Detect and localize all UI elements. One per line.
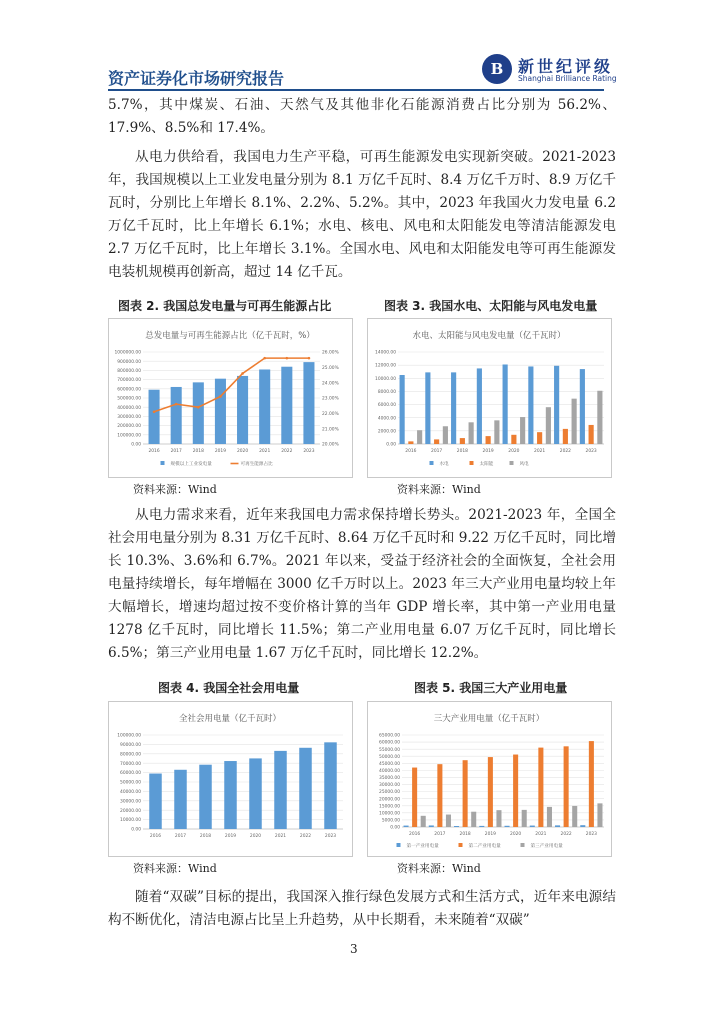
y2-tick-label: 21.00%	[322, 427, 339, 433]
bar-第二产业用电量-2017	[437, 764, 442, 827]
y-tick-label: 10000.00	[379, 811, 400, 817]
x-tick-label: 2021	[535, 832, 547, 837]
bar-规模以上工业发电量-2016	[149, 390, 160, 444]
bar-第二产业用电量-2018	[463, 760, 468, 827]
x-tick-label: 2018	[456, 449, 468, 454]
header-divider	[108, 89, 604, 91]
x-tick-label: 2020	[236, 449, 249, 454]
paragraph-dual-carbon: 随着“双碳”目标的提出，我国深入推行绿色发展方式和生活方式，近年来电源结构不断优化，清洁电源占比呈上升趋势，从中长期看，未来随着“双碳”	[108, 889, 616, 928]
bar-第三产业用电量-2021	[547, 807, 552, 827]
bar-第二产业用电量-2023	[589, 741, 594, 827]
y-tick-label: 300000.00	[117, 415, 141, 420]
bar-水电-2020	[503, 364, 508, 444]
source-figure-5: 资料来源：Wind	[397, 862, 481, 875]
bar-第二产业用电量-2021	[538, 748, 543, 827]
point-可再生能源占比-2016	[153, 411, 156, 414]
bar-全社会用电量-2019	[224, 761, 237, 829]
bar-第三产业用电量-2023	[597, 803, 602, 827]
bar-太阳能-2023	[589, 425, 594, 444]
bar-全社会用电量-2018	[199, 765, 212, 829]
legend-swatch-风电	[510, 461, 514, 465]
bar-规模以上工业发电量-2020	[237, 376, 248, 444]
bar-第三产业用电量-2018	[471, 812, 476, 827]
y-tick-label: 900000.00	[117, 359, 141, 365]
y-tick-label: 90000.00	[120, 743, 141, 748]
point-可再生能源占比-2022	[286, 357, 289, 360]
chart-hydro-solar-wind	[367, 318, 612, 478]
y-tick-label: 70000.00	[120, 761, 141, 767]
y-tick-label: 40000.00	[120, 790, 141, 795]
bar-太阳能-2019	[486, 436, 491, 444]
x-tick-label: 2023	[585, 449, 597, 454]
caption-figure-4: 图表 4. 我国全社会用电量	[158, 681, 300, 695]
x-tick-label: 2020	[508, 449, 520, 454]
x-tick-label: 2022	[560, 832, 572, 837]
bar-规模以上工业发电量-2018	[193, 382, 204, 444]
y2-tick-label: 20.00%	[322, 442, 339, 448]
x-tick-label: 2020	[249, 834, 262, 839]
source-figure-4: 资料来源：Wind	[133, 862, 217, 875]
x-tick-label: 2017	[174, 834, 187, 839]
y2-tick-label: 23.00%	[322, 396, 339, 402]
bar-太阳能-2016	[408, 441, 413, 444]
legend-swatch-第一产业用电量	[397, 843, 401, 847]
x-tick-label: 2016	[148, 449, 160, 454]
bar-风电-2023	[597, 391, 602, 444]
legend-label: 第三产业用电量	[530, 844, 563, 849]
bar-太阳能-2022	[563, 429, 568, 444]
y-tick-label: 55000.00	[379, 747, 400, 753]
x-tick-label: 2019	[214, 449, 227, 454]
chart-title: 全社会用电量（亿千瓦时）	[178, 714, 282, 724]
bar-第三产业用电量-2017	[446, 815, 451, 827]
x-tick-label: 2022	[281, 449, 293, 454]
legend-swatch-太阳能	[470, 461, 474, 465]
point-可再生能源占比-2021	[263, 357, 266, 360]
y-tick-label: 700000.00	[117, 378, 141, 384]
y-tick-label: 65000.00	[379, 733, 400, 739]
x-tick-label: 2018	[199, 834, 212, 839]
bar-水电-2022	[554, 366, 559, 444]
legend-label: 可再生能源占比	[240, 462, 273, 467]
y-tick-label: 50000.00	[379, 754, 400, 760]
x-tick-label: 2021	[274, 834, 287, 839]
bar-全社会用电量-2021	[274, 751, 287, 829]
y-tick-label: 15000.00	[379, 804, 400, 810]
point-可再生能源占比-2020	[241, 372, 244, 375]
logo-english-name: Shanghai Brilliance Rating	[518, 74, 617, 83]
x-tick-label: 2016	[409, 832, 421, 837]
point-可再生能源占比-2018	[197, 406, 200, 409]
bar-太阳能-2021	[537, 432, 542, 444]
chart-title: 水电、太阳能与风电发电量（亿千瓦时）	[412, 331, 566, 341]
chart-title: 三大产业用电量（亿千瓦时）	[433, 714, 545, 724]
y-tick-label: 100000.00	[117, 733, 141, 739]
bar-水电-2017	[425, 372, 430, 444]
legend-label: 风电	[519, 462, 529, 467]
caption-figure-3: 图表 3. 我国水电、太阳能与风电发电量	[384, 299, 598, 313]
bar-第一产业用电量-2018	[454, 826, 459, 827]
y-tick-label: 50000.00	[120, 780, 141, 786]
bar-第一产业用电量-2020	[505, 826, 510, 827]
y2-tick-label: 24.00%	[322, 381, 339, 387]
y-tick-label: 25000.00	[379, 790, 400, 796]
bar-风电-2018	[469, 422, 474, 444]
y-tick-label: 0.00	[386, 442, 396, 448]
y-tick-label: 400000.00	[117, 405, 141, 411]
y-tick-label: 100000.00	[117, 433, 141, 439]
x-tick-label: 2021	[534, 449, 546, 454]
y2-tick-label: 22.00%	[322, 411, 339, 417]
legend-swatch-第三产业用电量	[521, 843, 525, 847]
x-tick-label: 2023	[324, 834, 337, 839]
y-tick-label: 20000.00	[379, 797, 400, 803]
bar-第三产业用电量-2019	[496, 810, 501, 827]
y-tick-label: 200000.00	[117, 424, 141, 430]
legend-label: 水电	[439, 462, 449, 467]
paragraph-energy-mix: 5.7%，其中煤炭、石油、天然气及其他非化石能源消费占比分别为 56.2%、17.9%、8.5%和 17.4%。	[108, 97, 616, 136]
point-可再生能源占比-2017	[175, 403, 178, 406]
legend-label: 第二产业用电量	[468, 844, 501, 849]
bar-全社会用电量-2022	[299, 748, 312, 829]
x-tick-label: 2021	[259, 449, 271, 454]
y-tick-label: 8000.00	[377, 390, 396, 396]
report-title: 资产证券化市场研究报告	[108, 69, 285, 88]
bar-太阳能-2018	[460, 438, 465, 444]
bar-第一产业用电量-2017	[429, 825, 434, 827]
chart-three-industries	[367, 701, 612, 857]
y-tick-label: 5000.00	[381, 818, 400, 824]
y-tick-label: 500000.00	[117, 396, 141, 402]
caption-figure-2: 图表 2. 我国总发电量与可再生能源占比	[118, 299, 332, 313]
bar-全社会用电量-2016	[149, 774, 162, 829]
bar-第三产业用电量-2022	[572, 806, 577, 827]
x-tick-label: 2023	[303, 449, 315, 454]
bar-风电-2021	[546, 407, 551, 444]
y-tick-label: 12000.00	[375, 363, 396, 369]
bar-规模以上工业发电量-2023	[303, 362, 314, 444]
bar-太阳能-2020	[511, 435, 516, 444]
bar-风电-2019	[494, 420, 499, 444]
bar-规模以上工业发电量-2019	[215, 379, 226, 444]
bar-太阳能-2017	[434, 439, 439, 444]
bar-全社会用电量-2023	[324, 742, 337, 829]
y-tick-label: 30000.00	[379, 783, 400, 789]
y-tick-label: 4000.00	[377, 416, 396, 422]
paragraph-power-demand: 从电力需求来看，近年来我国电力需求保持增长势头。2021-2023 年，全国全社会用电量分别为 8.31 万亿千瓦时、8.64 万亿千瓦时和 9.22 万亿千瓦时，同比增长 10.3%、3.6%和 6.7%。2021 年以来，受益于经济社会的全面恢复，全社会用电量持续增长，每年增幅在 3000 亿千万时以上。2023 年三大产业用电量均较上年大幅增长，增速均超过按不变价格计算的当年 GDP 增长率，其中第一产业用电量 1278 亿千瓦时，同比增长 11.5%；第二产业用电量 6.07 万亿千瓦时，同比增长 6.5%；第三产业用电量 1.67 万亿千瓦时，同比增长 12.2%。	[108, 507, 616, 661]
y-tick-label: 800000.00	[117, 369, 141, 374]
bar-水电-2019	[477, 368, 482, 444]
bar-全社会用电量-2020	[249, 758, 262, 829]
bar-第二产业用电量-2022	[564, 746, 569, 827]
y-tick-label: 10000.00	[120, 818, 141, 824]
bar-第一产业用电量-2022	[555, 825, 560, 827]
point-可再生能源占比-2023	[308, 357, 311, 360]
y-tick-label: 35000.00	[379, 776, 400, 782]
bar-第三产业用电量-2016	[421, 816, 426, 827]
x-tick-label: 2016	[405, 449, 417, 454]
y-tick-label: 20000.00	[120, 808, 141, 814]
x-tick-label: 2020	[510, 832, 522, 837]
bar-第一产业用电量-2023	[580, 825, 585, 827]
y-tick-label: 40000.00	[379, 768, 400, 774]
x-tick-label: 2017	[431, 449, 443, 454]
x-tick-label: 2019	[482, 449, 494, 454]
page-number: 3	[350, 942, 358, 956]
y2-tick-label: 25.00%	[322, 365, 339, 371]
y-tick-label: 45000.00	[379, 761, 400, 767]
bar-水电-2023	[580, 369, 585, 444]
bar-水电-2021	[528, 366, 533, 444]
y-tick-label: 2000.00	[377, 429, 396, 435]
y-tick-label: 1000000.00	[114, 350, 141, 356]
bar-第二产业用电量-2020	[513, 755, 518, 827]
y-tick-label: 0.00	[131, 442, 141, 448]
paragraph-power-supply: 从电力供给看，我国电力生产平稳，可再生能源发电实现新突破。2021-2023年，我国规模以上工业发电量分别为 8.1 万亿千瓦时、8.4 万亿千万时、8.9 万亿千瓦时，分别比上年增长 8.1%、2.2%、5.2%。其中，2023 年我国火力发电量 6.2 万亿千瓦时，比上年增长 6.1%；水电、核电、风电和太阳能发电等清洁能源发电 2.7 万亿千瓦时，比上年增长 3.1%。全国水电、风电和太阳能发电等可再生能源发电装机规模再创新高，超过 14 亿千瓦。	[108, 149, 616, 280]
bar-第二产业用电量-2019	[488, 757, 493, 827]
bar-全社会用电量-2017	[174, 770, 187, 829]
x-tick-label: 2016	[149, 834, 162, 839]
y-tick-label: 0.00	[131, 827, 141, 833]
legend-label: 太阳能	[479, 462, 494, 467]
point-可再生能源占比-2019	[219, 395, 222, 398]
x-tick-label: 2019	[224, 834, 237, 839]
x-tick-label: 2018	[459, 832, 471, 837]
chart-generation-renewable-share	[108, 318, 353, 478]
y-tick-label: 10000.00	[375, 376, 396, 382]
logo-emblem-icon: B	[482, 54, 512, 84]
bar-规模以上工业发电量-2022	[281, 367, 292, 444]
bar-第一产业用电量-2016	[404, 826, 409, 827]
bar-第二产业用电量-2016	[412, 768, 417, 827]
x-tick-label: 2018	[192, 449, 204, 454]
x-tick-label: 2023	[585, 832, 597, 837]
chart-title: 总发电量与可再生能源占比（亿千瓦时，%）	[145, 331, 315, 341]
x-tick-label: 2022	[299, 834, 312, 839]
y-tick-label: 30000.00	[120, 799, 141, 805]
legend-label: 规模以上工业发电量	[170, 462, 212, 467]
x-tick-label: 2017	[170, 449, 182, 454]
y-tick-label: 60000.00	[120, 771, 141, 777]
chart-total-consumption	[108, 701, 353, 857]
bar-水电-2018	[451, 372, 456, 444]
bar-风电-2020	[520, 417, 525, 444]
y-tick-label: 600000.00	[117, 387, 141, 393]
bar-风电-2017	[443, 426, 448, 444]
y-tick-label: 60000.00	[379, 740, 400, 746]
y-tick-label: 14000.00	[375, 350, 396, 356]
y-tick-label: 0.00	[390, 825, 400, 831]
y-tick-label: 80000.00	[120, 752, 141, 758]
legend-swatch-水电	[430, 461, 434, 465]
legend-swatch-第二产业用电量	[459, 843, 463, 847]
x-tick-label: 2019	[484, 832, 496, 837]
bar-第一产业用电量-2021	[530, 826, 535, 827]
bar-规模以上工业发电量-2017	[171, 387, 182, 444]
caption-figure-5: 图表 5. 我国三大产业用电量	[414, 681, 568, 695]
x-tick-label: 2017	[434, 832, 446, 837]
bar-规模以上工业发电量-2021	[259, 369, 270, 444]
logo-name: 新世纪评级	[518, 57, 614, 76]
source-figure-2: 资料来源：Wind	[133, 483, 217, 496]
source-figure-3: 资料来源：Wind	[397, 483, 481, 496]
bar-第三产业用电量-2020	[522, 810, 527, 827]
legend-swatch-规模以上工业发电量	[161, 461, 165, 465]
y2-tick-label: 26.00%	[322, 350, 339, 356]
bar-水电-2016	[400, 375, 405, 444]
x-tick-label: 2022	[559, 449, 571, 454]
legend-label: 第一产业用电量	[406, 844, 439, 849]
bar-风电-2022	[572, 399, 577, 444]
bar-第一产业用电量-2019	[479, 826, 484, 827]
y-tick-label: 6000.00	[377, 403, 396, 409]
bar-风电-2016	[417, 430, 422, 444]
